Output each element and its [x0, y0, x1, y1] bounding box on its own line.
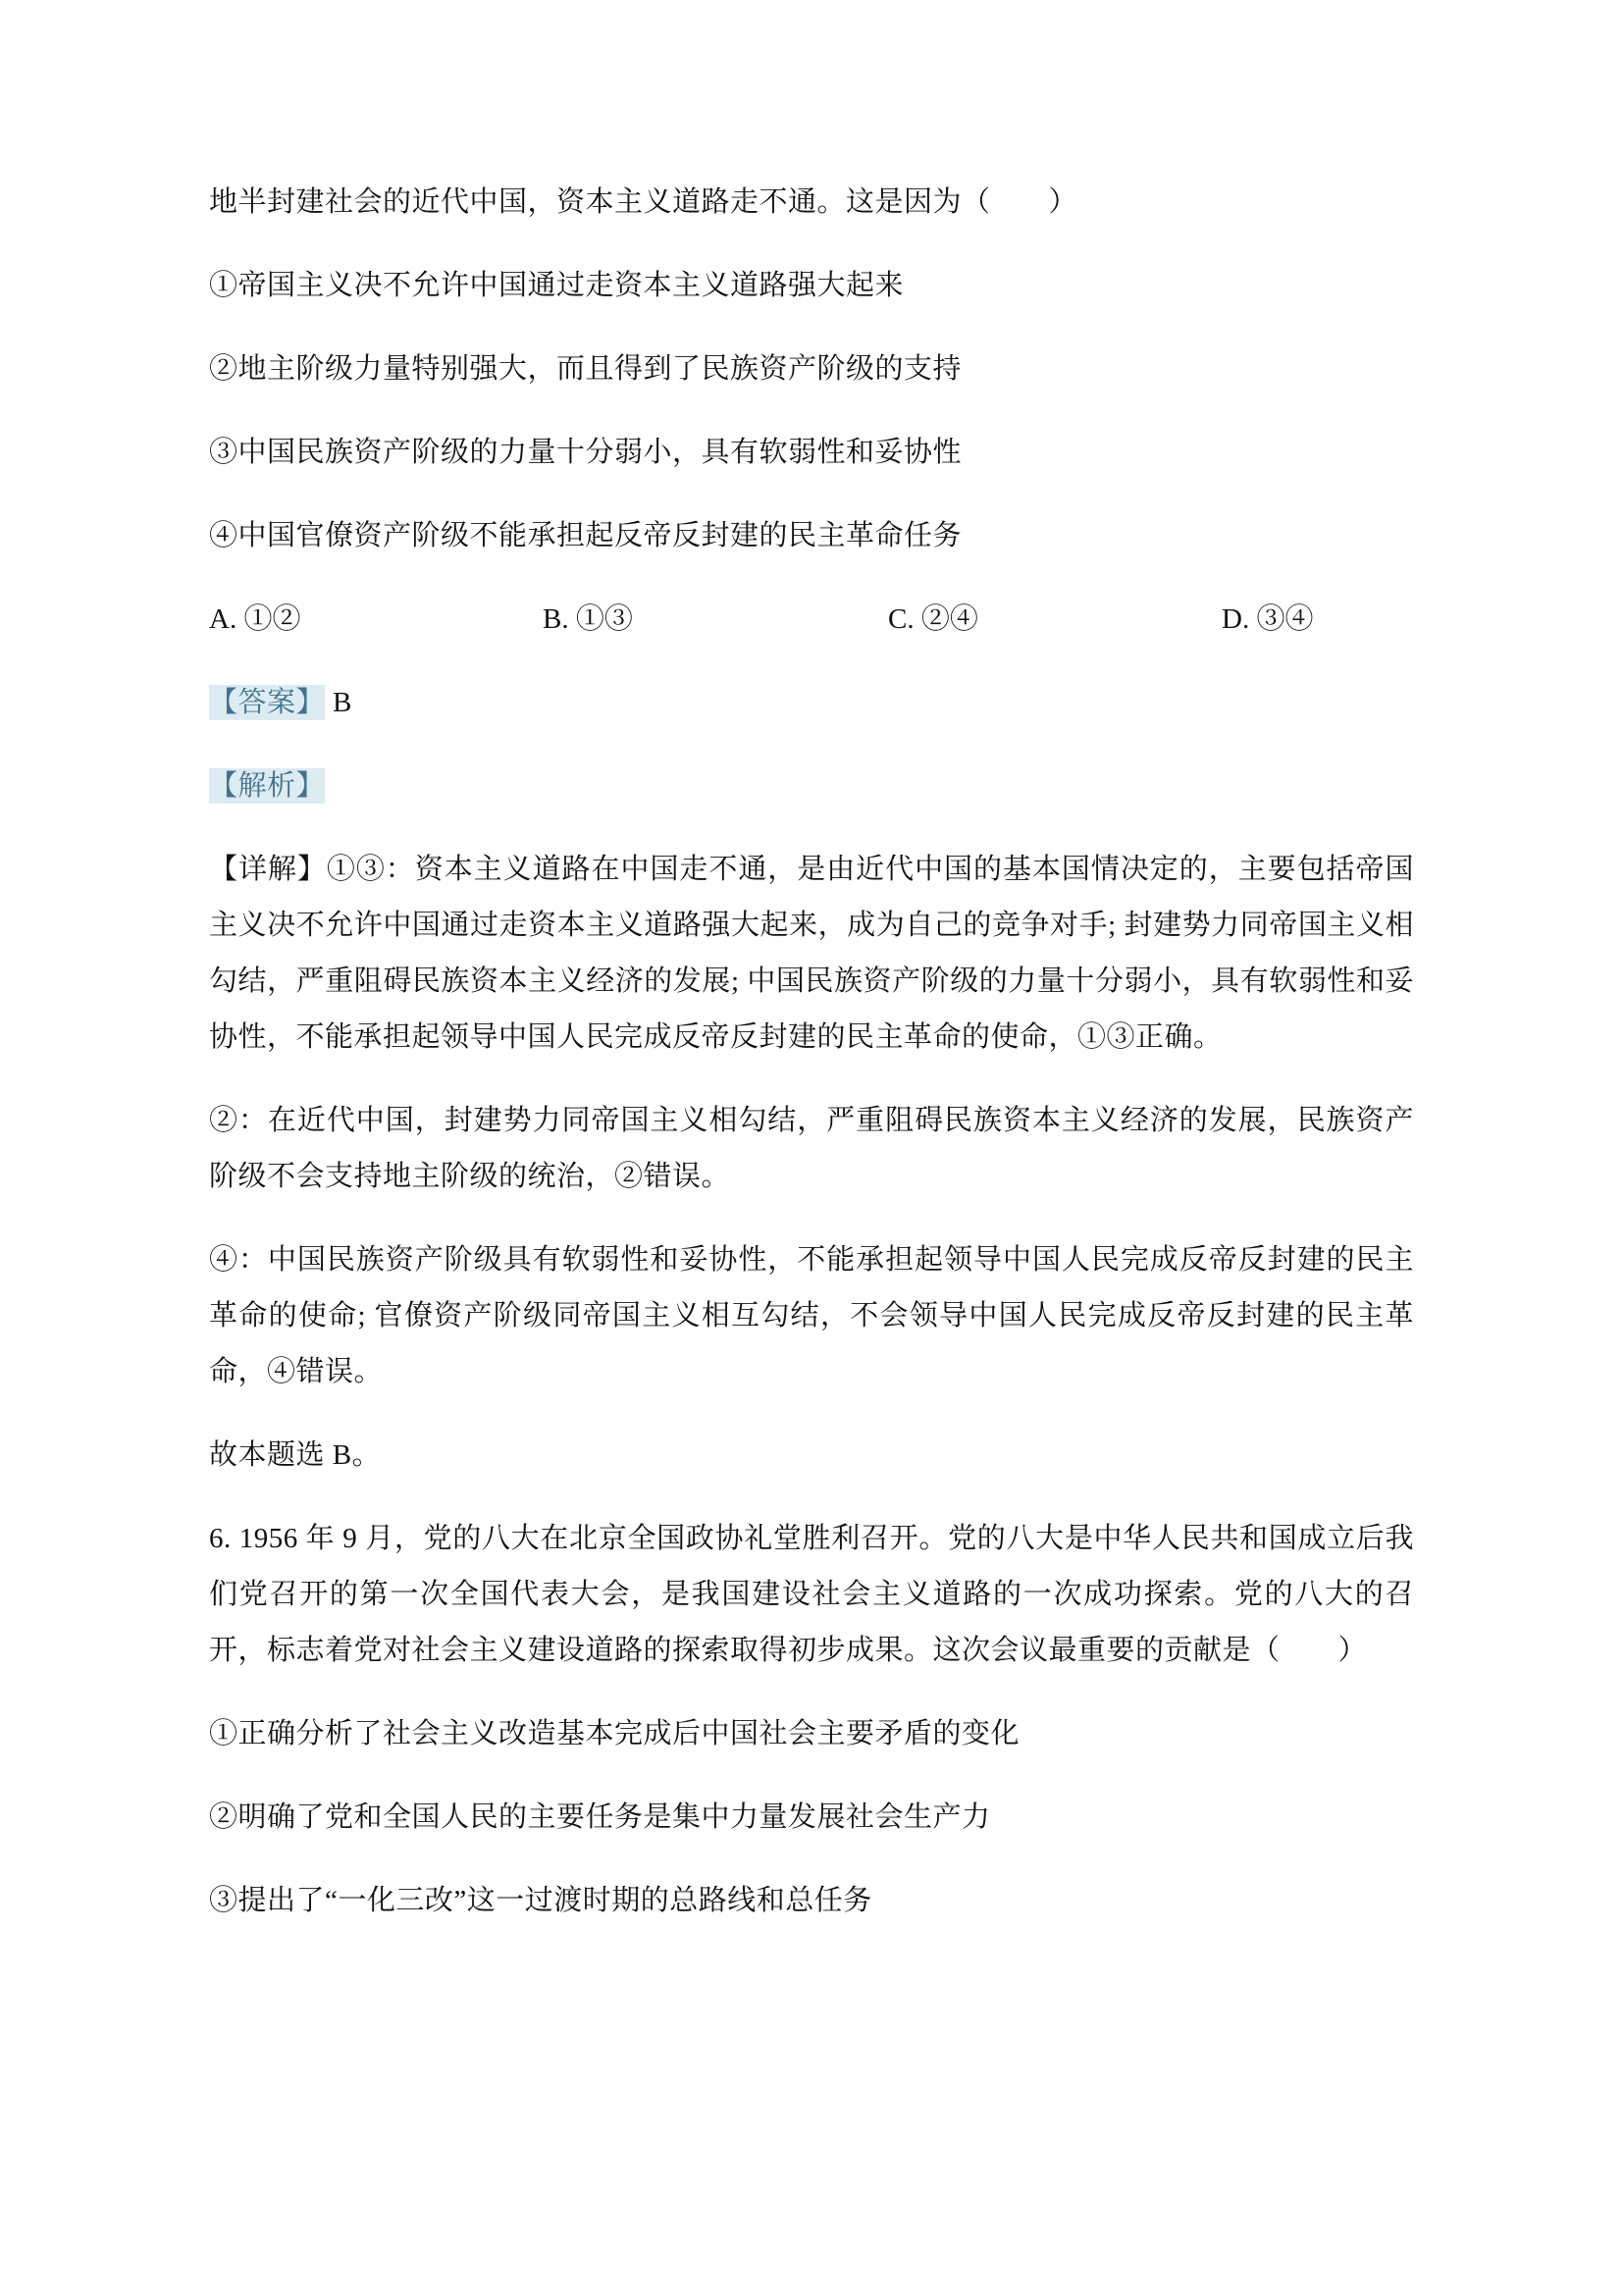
- q5-answer-line: [209, 675, 1414, 731]
- q5-detail-paragraph-3: ④：中国民族资产阶级具有软弱性和妥协性，不能承担起领导中国人民完成反帝反封建的民主革命的使命; 官僚资产阶级同帝国主义相互勾结，不会领导中国人民完成反帝反封建的民主革命，④错误。: [209, 1244, 1414, 1387]
- q5-detail-label: 【详解】: [209, 854, 327, 885]
- q5-conclusion: 故本题选 B。: [209, 1439, 382, 1471]
- q6-item-2: ②明确了党和全国人民的主要任务是集中力量发展社会生产力: [209, 1801, 991, 1833]
- q6-stem: 6. 1956 年 9 月，党的八大在北京全国政协礼堂胜利召开。党的八大是中华人民共和国成立后我们党召开的第一次全国代表大会，是我国建设社会主义道路的一次成功探索。党的八大的召开，标志着党对社会主义建设道路的探索取得初步成果。这次会议最重要的贡献是（ ）: [209, 1523, 1414, 1666]
- q5-detail-paragraph-2: ②：在近代中国，封建势力同帝国主义相勾结，严重阻碍民族资本主义经济的发展，民族资产阶级不会支持地主阶级的统治，②错误。: [209, 1105, 1414, 1192]
- q5-option-d: D. ③④: [1222, 603, 1314, 635]
- q5-option-a: A. ①②: [209, 603, 301, 635]
- q5-item-1: ①帝国主义决不允许中国通过走资本主义道路强大起来: [209, 270, 905, 301]
- q6-item-3: ③提出了“一化三改”这一过渡时期的总路线和总任务: [209, 1885, 872, 1916]
- q5-option-c: C. ②④: [888, 603, 978, 635]
- q5-option-b: B. ①③: [543, 603, 633, 635]
- q5-detail-paragraph-1: [209, 842, 1414, 1066]
- q5-answer-label: 【答案】: [209, 687, 326, 718]
- q6-item-1: ①正确分析了社会主义改造基本完成后中国社会主要矛盾的变化: [209, 1718, 1021, 1749]
- q5-analysis-line: [209, 758, 1414, 814]
- q5-stem: 地半封建社会的近代中国，资本主义道路走不通。这是因为（ ）: [209, 186, 1078, 218]
- q5-analysis-label: 【解析】: [209, 770, 326, 802]
- q5-detail-text-1: ①③：资本主义道路在中国走不通，是由近代中国的基本国情决定的，主要包括帝国主义决不允许中国通过走资本主义道路强大起来，成为自己的竞争对手; 封建势力同帝国主义相勾结，严重阻碍民族资本主义经济的发展; 中国民族资产阶级的力量十分弱小，具有软弱性和妥协性，不能承担起领导中国人民完成反帝反封建的民主革命的使命，①③正确。: [209, 854, 1414, 1053]
- q5-item-2: ②地主阶级力量特别强大，而且得到了民族资产阶级的支持: [209, 353, 963, 385]
- q5-item-3: ③中国民族资产阶级的力量十分弱小，具有软弱性和妥协性: [209, 437, 963, 468]
- q5-options-row: [209, 592, 1414, 648]
- q5-item-4: ④中国官僚资产阶级不能承担起反帝反封建的民主革命任务: [209, 520, 963, 551]
- q5-answer-value: B: [333, 687, 352, 718]
